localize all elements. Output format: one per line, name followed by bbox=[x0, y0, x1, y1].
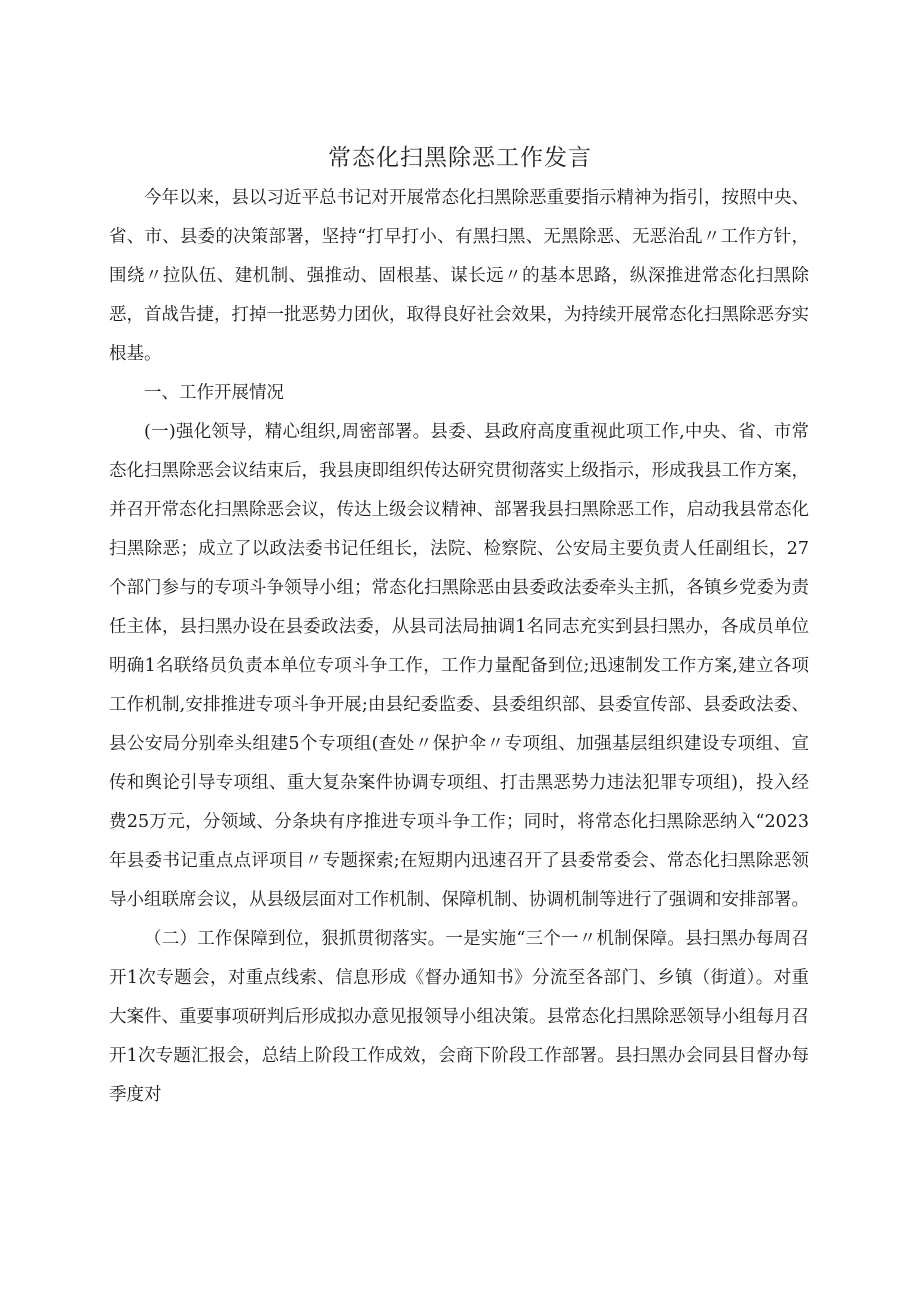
document-title: 常态化扫黑除恶工作发言 bbox=[328, 145, 592, 171]
paragraph-2: （二）工作保障到位，狠抓贯彻落实。一是实施“三个一〃机制保障。县扫黑办每周召开1次专题会，对重点线索、信息形成《督办通知书》分流至各部门、乡镇（街道）。对重大案件、重要事项研判后形成拟办意见报领导小组决策。县常态化扫黑除恶领导小组每月召开1次专题汇报会，总结上阶段工作成效，会商下阶段工作部署。县扫黑办会同县目督办每季度对 bbox=[109, 929, 809, 1105]
section-heading: 一、工作开展情况 bbox=[144, 383, 284, 403]
intro-paragraph: 今年以来，县以习近平总书记对开展常态化扫黑除恶重要指示精神为指引，按照中央、省、市、县委的决策部署，坚持“打早打小、有黑扫黑、无黑除恶、无恶治乱〃工作方针，围绕〃拉队伍、建机制、强推动、固根基、谋长远〃的基本思路，纵深推进常态化扫黑除恶，首战告捷，打掉一批恶势力团伙，取得良好社会效果，为持续开展常态化扫黑除恶夯实根基。 bbox=[109, 188, 809, 364]
document-body bbox=[109, 179, 809, 1115]
paragraph-1: (一)强化领导，精心组织,周密部署。县委、县政府高度重视此项工作,中央、省、市常态化扫黑除恶会议结束后，我县庚即组织传达研究贯彻落实上级指示，形成我县工作方案，并召开常态化扫黑除恶会议，传达上级会议精神、部署我县扫黑除恶工作，启动我县常态化扫黑除恶；成立了以政法委书记任组长，法院、检察院、公安局主要负责人任副组长，27个部门参与的专项斗争领导小组；常态化扫黑除恶由县委政法委牵头主抓，各镇乡党委为责任主体，县扫黑办设在县委政法委，从县司法局抽调1名同志充实到县扫黑办，各成员单位明确1名联络员负责本单位专项斗争工作，工作力量配备到位;迅速制发工作方案,建立各项工作机制,安排推进专项斗争开展;由县纪委监委、县委组织部、县委宣传部、县委政法委、县公安局分别牵头组建5个专项组(查处〃保护伞〃专项组、加强基层组织建设专项组、宣传和舆论引导专项组、重大复杂案件协调专项组、打击黑恶势力违法犯罪专项组)，投入经费25万元，分领域、分条块有序推进专项斗争工作；同时，将常态化扫黑除恶纳入“2023年县委书记重点点评项目〃专题探索;在短期内迅速召开了县委常委会、常态化扫黑除恶领导小组联席会议，从县级层面对工作机制、保障机制、协调机制等进行了强调和安排部署。 bbox=[109, 422, 809, 910]
